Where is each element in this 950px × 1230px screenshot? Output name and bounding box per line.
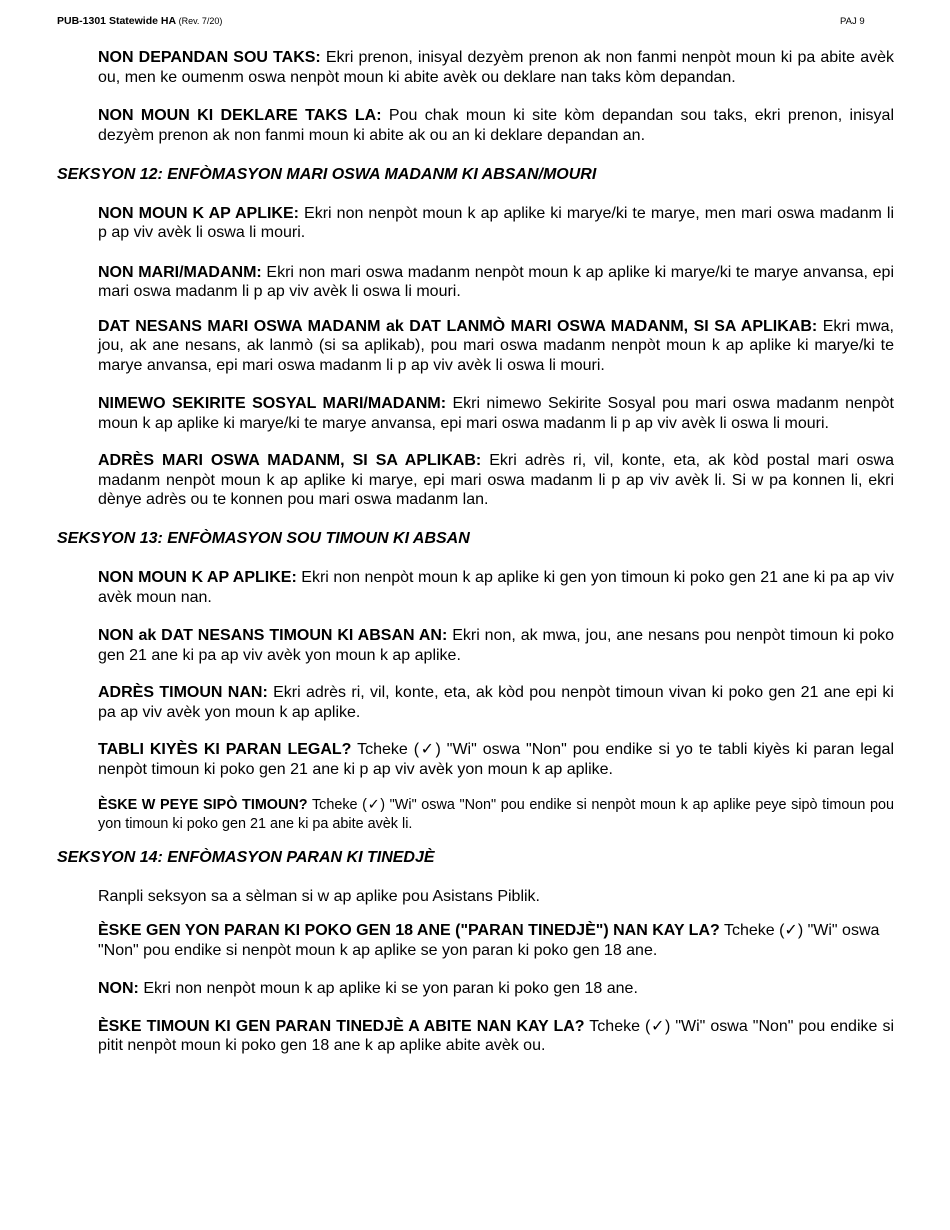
field-instruction: Pou chak moun ki site kòm depandan sou taks, ekri prenon, inisyal dezyèm prenon ak non fanmi moun ki abite ak ou an ki deklare depandan an. [98, 107, 894, 144]
instruction-paragraph [98, 979, 894, 999]
field-label: NIMEWO SEKIRITE SOSYAL MARI/MADANM: [98, 395, 447, 412]
instruction-paragraph [98, 106, 894, 145]
field-label: NON DEPANDAN SOU TAKS: [98, 49, 321, 66]
field-instruction: Ekri adrès ri, vil, konte, eta, ak kòd pou nenpòt timoun vivan ki poko gen 21 ane epi ki pa ap viv avèk yon moun k ap aplike. [98, 684, 894, 721]
field-instruction: Tcheke (✓) "Wi" oswa "Non" pou endike si nenpòt moun k ap aplike peye sipò timoun pou yon timoun ki poko gen 21 ane ki pa abite avèk li. [98, 797, 895, 832]
field-instruction: Tcheke (✓) "Wi" oswa "Non" pou endike si yo te tabli kiyès ki paran legal nenpòt timoun ki poko gen 21 ane ki p ap viv avèk yon moun k ap aplike. [98, 741, 895, 778]
field-label: NON MOUN KI DEKLARE TAKS LA: [98, 107, 382, 124]
field-label: ÈSKE TIMOUN KI GEN PARAN TINEDJÈ A ABITE NAN KAY LA? [98, 1017, 585, 1035]
field-label: ADRÈS MARI OSWA MADANM, SI SA APLIKAB: [98, 452, 482, 469]
instruction-paragraph [98, 626, 894, 665]
field-instruction: Ekri non nenpòt moun k ap aplike ki gen yon timoun ki poko gen 21 ane ki pa ap viv avèk moun nan. [98, 569, 894, 606]
instruction-paragraph [98, 740, 894, 779]
instruction-paragraph [98, 451, 894, 510]
revision-date: (Rev. 7/20) [178, 16, 223, 26]
field-instruction: Tcheke (✓) "Wi" oswa "Non" pou endike si nenpòt moun k ap aplike se yon paran ki poko gen 18 ane. [98, 922, 880, 959]
field-label: NON MOUN K AP APLIKE: [98, 569, 297, 586]
section-heading: SEKSYON 14: ENFÒMASYON PARAN KI TINEDJÈ [57, 849, 435, 866]
instruction-paragraph [98, 1017, 894, 1056]
instruction-paragraph [98, 568, 894, 607]
field-instruction: Ekri nimewo Sekirite Sosyal pou mari oswa madanm nenpòt moun k ap aplike ki marye/ki te marye anvansa, epi mari oswa madanm li p ap viv avèk li oswa li mouri. [98, 395, 894, 432]
document-header [57, 15, 222, 27]
instruction-paragraph [98, 921, 894, 960]
field-instruction: Ekri adrès ri, vil, konte, eta, ak kòd postal mari oswa madanm nenpòt moun k ap aplike ki marye, epi mari oswa madanm li p ap viv avèk li. Si w pa konnen li, ekri dènye adrès ou te konnen pou mari oswa madanm lan. [98, 452, 895, 508]
field-label: DAT NESANS MARI OSWA MADANM ak DAT LANMÒ MARI OSWA MADANM, SI SA APLIKAB: [98, 317, 818, 335]
field-instruction: Ranpli seksyon sa a sèlman si w ap aplike pou Asistans Piblik. [98, 887, 540, 905]
field-label: NON ak DAT NESANS TIMOUN KI ABSAN AN: [98, 627, 448, 644]
instruction-paragraph [98, 204, 894, 243]
section-heading: SEKSYON 12: ENFÒMASYON MARI OSWA MADANM KI ABSAN/MOURI [57, 166, 597, 183]
field-label: ÈSKE GEN YON PARAN KI POKO GEN 18 ANE ("PARAN TINEDJÈ") NAN KAY LA? [98, 922, 720, 939]
section-heading: SEKSYON 13: ENFÒMASYON SOU TIMOUN KI ABSAN [57, 529, 470, 547]
field-label: NON: [98, 980, 139, 997]
field-instruction: Ekri non mari oswa madanm nenpòt moun k ap aplike ki marye/ki te marye anvansa, epi mari oswa madanm li p ap viv avèk li oswa li mouri. [98, 263, 894, 300]
instruction-paragraph [98, 796, 894, 834]
field-instruction: Ekri non nenpòt moun k ap aplike ki se yon paran ki poko gen 18 ane. [138, 980, 638, 997]
instruction-paragraph [98, 887, 894, 907]
instruction-paragraph [98, 263, 894, 302]
field-label: NON MARI/MADANM: [98, 263, 262, 281]
publication-title: PUB-1301 Statewide HA [57, 15, 176, 27]
instruction-paragraph [98, 394, 894, 433]
field-instruction: Tcheke (✓) "Wi" oswa "Non" pou endike si pitit nenpòt moun ki poko gen 18 ane k ap aplike abite avèk ou. [98, 1017, 894, 1054]
field-label: ÈSKE W PEYE SIPÒ TIMOUN? [98, 797, 308, 813]
instruction-paragraph [98, 683, 894, 722]
field-label: TABLI KIYÈS KI PARAN LEGAL? [98, 741, 352, 758]
document-body [0, 46, 950, 1056]
instruction-paragraph [98, 48, 894, 87]
page-number: PAJ 9 [840, 16, 865, 27]
field-label: ADRÈS TIMOUN NAN: [98, 684, 268, 701]
field-instruction: Ekri mwa, jou, ak ane nesans, ak lanmò (si sa aplikab), pou mari oswa madanm nenpòt moun k ap aplike ki marye/ki te marye anvansa, epi mari oswa madanm li p ap viv avèk li oswa li mouri. [98, 317, 895, 374]
instruction-paragraph [98, 317, 894, 376]
field-instruction: Ekri prenon, inisyal dezyèm prenon ak non fanmi nenpòt moun ki pa abite avèk ou, men ke oumenm oswa nenpòt moun ki abite avèk ou deklare nan taks kòm depandan. [98, 49, 894, 86]
field-instruction: Ekri non, ak mwa, jou, ane nesans pou nenpòt timoun ki poko gen 21 ane ki pa ap viv avèk yon moun k ap aplike. [98, 627, 894, 664]
field-label: NON MOUN K AP APLIKE: [98, 204, 299, 222]
field-instruction: Ekri non nenpòt moun k ap aplike ki marye/ki te marye, men mari oswa madanm li p ap viv avèk li oswa li mouri. [98, 204, 894, 241]
